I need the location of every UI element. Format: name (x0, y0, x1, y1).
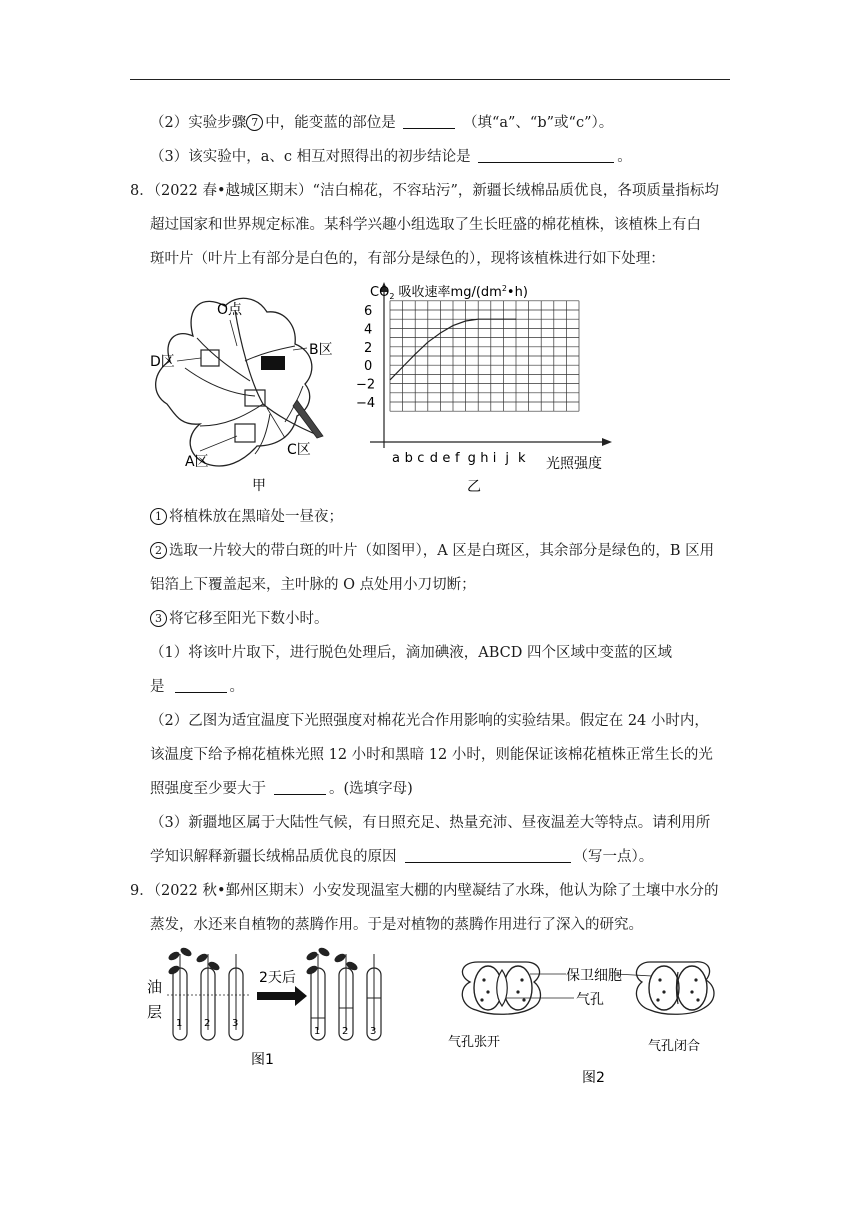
q8-sub3-line1: （3）新疆地区属于大陆性气候，有日照充足、热量充沛、昼夜温差大等特点。请利用所 (150, 815, 711, 831)
x-tick-label: j (505, 451, 510, 466)
arrow-label: 2天后 (259, 970, 296, 986)
x-tick-label: k (518, 451, 526, 466)
q9-intro-1: 9．（2022 秋•鄞州区期末）小安发现温室大棚的内壁凝结了水珠，他认为除了土壤中水分的 (130, 883, 719, 899)
answer-blank[interactable] (274, 779, 326, 795)
figure-yi-chart (350, 278, 620, 496)
figure-2-caption: 图2 (582, 1070, 605, 1086)
q8-sub1-line2: 是 。 (150, 679, 244, 695)
chart-xlabel: 光照强度 (546, 456, 602, 472)
x-tick-label: d (429, 451, 439, 466)
y-tick-label: 2 (364, 340, 373, 356)
stoma-label: 气孔 (576, 992, 604, 1008)
q8-sub2-line2: 该温度下给予棉花植株光照 12 小时和黑暗 12 小时，则能保证该棉花植株正常生长的光 (150, 747, 713, 763)
o-point-label: O点 (217, 302, 243, 318)
d-zone-label: D区 (150, 354, 175, 370)
tube-number: 2 (204, 1018, 211, 1029)
step-number: 2 (150, 542, 167, 559)
q8-sub2-line1: （2）乙图为适宜温度下光照强度对棉花光合作用影响的实验结果。假定在 24 小时内， (150, 713, 709, 729)
y-tick-label: −2 (356, 377, 376, 393)
tube-number: 2 (342, 1026, 349, 1037)
x-tick-label: a (392, 451, 400, 466)
q8-intro-2: 超过国家和世界规定标准。某科学兴趣小组选取了生长旺盛的棉花植株，该植株上有白 (150, 217, 701, 233)
tube-number: 1 (176, 1018, 183, 1029)
tube-number: 3 (370, 1026, 377, 1037)
step-number: 3 (150, 610, 167, 627)
stoma-closed-label: 气孔闭合 (648, 1039, 701, 1054)
figure-yi-caption: 乙 (467, 479, 481, 495)
step-number: 7 (246, 114, 263, 131)
figure-jia-caption: 甲 (252, 478, 266, 494)
chart-title: $CO_2$ 吸收速率$mg/(dm^2•h)$ (370, 284, 528, 301)
x-tick-label: h (480, 451, 489, 466)
q8-step-3: 3 将它移至阳光下数小时。 (150, 607, 329, 628)
x-tick-label: g (467, 451, 476, 466)
q8-sub2-line3: 照强度至少要大于 。(选填字母) (150, 781, 413, 797)
figure-jia-leaf (145, 286, 345, 496)
y-tick-label: −4 (356, 396, 376, 411)
a-zone-label: A区 (185, 454, 209, 470)
q8-intro-1: 8．（2022 春•越城区期末）“洁白棉花，不容玷污”，新疆长绒棉品质优良，各项质量指标均 (130, 183, 719, 199)
q8-sub3-line2: 学知识解释新疆长绒棉品质优良的原因 （写一点）。 (150, 849, 654, 865)
x-tick-label: e (442, 451, 451, 466)
tube-number: 3 (232, 1018, 239, 1029)
guard-cell-label: 保卫细胞 (566, 968, 622, 984)
b-zone-label: B区 (309, 342, 333, 358)
header-rule (130, 79, 730, 80)
q7-sub3: （3）该实验中，a、c 相互对照得出的初步结论是 。 (150, 149, 632, 165)
q8-step-1: 1 将植株放在黑暗处一昼夜； (150, 505, 343, 526)
y-tick-label: 0 (364, 359, 373, 375)
q8-sub1-line1: （1）将该叶片取下，进行脱色处理后，滴加碘液，ABCD 四个区域中变蓝的区域 (150, 645, 672, 661)
answer-blank[interactable] (175, 677, 227, 693)
oil-label-2: 层 (147, 1003, 163, 1021)
y-tick-label: 4 (364, 322, 373, 338)
figure-1-caption: 图1 (251, 1052, 274, 1068)
c-zone-label: C区 (287, 442, 311, 458)
stoma-open-label: 气孔张开 (448, 1035, 501, 1050)
answer-blank[interactable] (403, 113, 455, 129)
answer-blank[interactable] (405, 847, 571, 863)
q9-intro-2: 蒸发，水还来自植物的蒸腾作用。于是对植物的蒸腾作用进行了深入的研究。 (150, 917, 643, 933)
figure-1-test-tubes (145, 942, 395, 1070)
answer-blank[interactable] (478, 147, 614, 163)
q8-step-2-cont: 铝箔上下覆盖起来，主叶脉的 O 点处用小刀切断； (150, 577, 476, 593)
q8-intro-3: 斑叶片（叶片上有部分是白色的，有部分是绿色的），现将该植株进行如下处理： (150, 251, 665, 267)
step-number: 1 (150, 508, 167, 525)
x-tick-label: b (404, 451, 413, 466)
x-tick-label: f (455, 451, 460, 466)
figure-2-stomata (440, 958, 740, 1092)
oil-label-1: 油 (147, 978, 163, 996)
x-tick-label: i (492, 451, 497, 466)
q8-step-2: 2 选取一片较大的带白斑的叶片（如图甲），A 区是白斑区，其余部分是绿色的，B 区用 (150, 539, 714, 560)
tube-number: 1 (314, 1026, 321, 1037)
y-tick-label: 6 (364, 304, 373, 319)
x-tick-label: c (417, 451, 425, 466)
q7-sub2: （2）实验步骤 7 中，能变蓝的部位是 （填“a”、“b”或“c”）。 (150, 115, 614, 131)
